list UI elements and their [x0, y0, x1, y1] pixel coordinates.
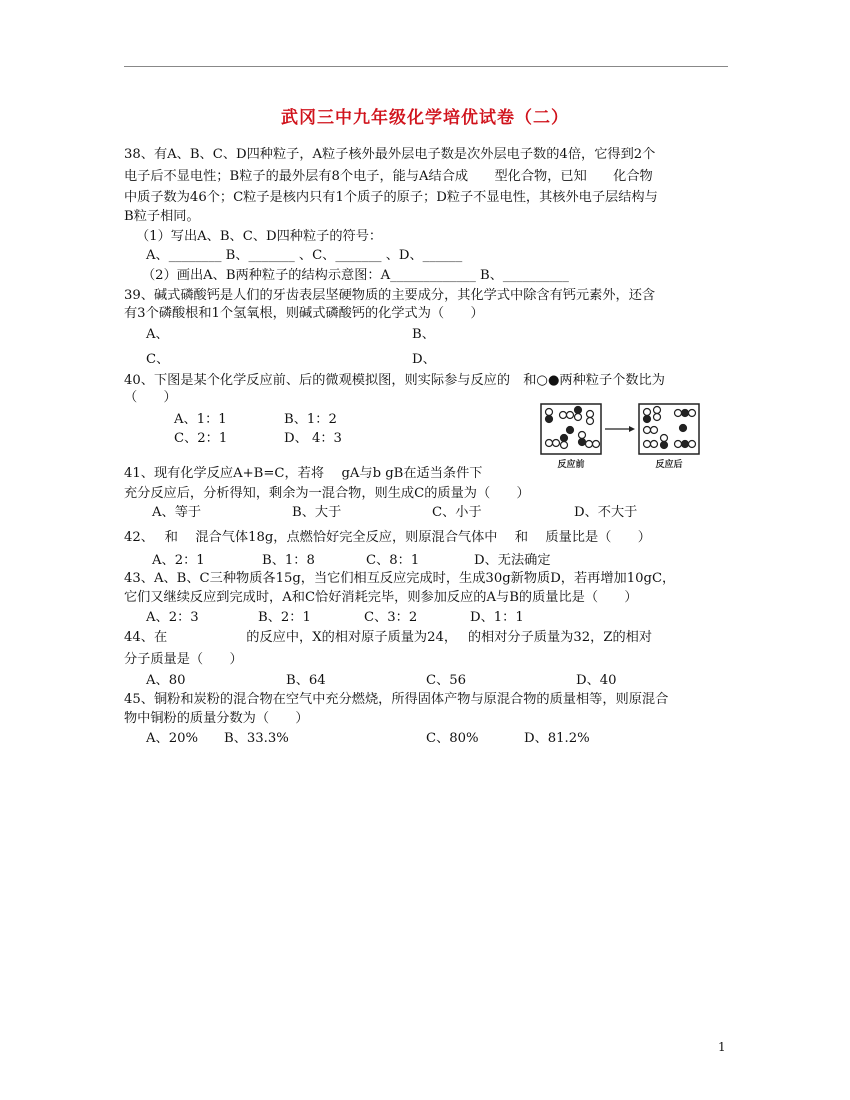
q42-option-c: C、8：1 [366, 553, 420, 568]
q44-option-a: A、80 [146, 673, 186, 688]
q40-option-b: B、1：2 [284, 412, 337, 427]
q40-option-a: A、1：1 [174, 412, 227, 427]
q41-line-1: 41、现有化学反应A+B=C，若将 gA与b gB在适当条件下 [124, 466, 483, 481]
q38-line-1: 38、有A、B、C、D四种粒子，A粒子核外最外层电子数是次外层电子数的4倍，它得到2个 [124, 147, 656, 162]
q39-line-2: 有3个磷酸根和1个氢氧根，则碱式磷酸钙的化学式为（ ） [124, 306, 484, 321]
q45-option-d: D、81.2% [524, 731, 590, 746]
q39-option-d: D、 [412, 352, 436, 367]
q43-option-c: C、3：2 [364, 610, 418, 625]
q41-option-c: C、小于 [432, 505, 482, 520]
after-label: 反应后 [655, 460, 683, 470]
page-title: 武冈三中九年级化学培优试卷（二） [281, 108, 569, 128]
reaction-diagram [536, 402, 714, 472]
q41-option-b: B、大于 [292, 505, 342, 520]
q41-line-2: 充分反应后，分析得知，剩余为一混合物，则生成C的质量为（ ） [124, 486, 530, 501]
q42-option-d: D、无法确定 [474, 553, 551, 568]
q40-line-1: 40、下图是某个化学反应前、后的微观模拟图，则实际参与反应的 和○●两种粒子个数比为 [124, 373, 665, 388]
q43-line-1: 43、A、B、C三种物质各15g，当它们相互反应完成时，生成30g新物质D，若再增加10gC， [124, 571, 676, 586]
q43-option-d: D、1：1 [470, 610, 524, 625]
q38-line-3: 中质子数为46个；C粒子是核内只有1个质子的原子；D粒子不显电性，其核外电子层结构与 [124, 190, 658, 205]
header-rule [124, 66, 728, 67]
q45-line-2: 物中铜粉的质量分数为（ ） [124, 711, 309, 726]
q42-option-a: A、2：1 [152, 553, 205, 568]
q45-line-1: 45、铜粉和炭粉的混合物在空气中充分燃烧，所得固体产物与原混合物的质量相等，则原混合 [124, 692, 669, 707]
q38-line-4: B粒子相同。 [124, 209, 200, 224]
q40-option-c: C、2：1 [174, 431, 228, 446]
q44-line-2: 分子质量是（ ） [124, 652, 243, 667]
reaction-arrow-head [629, 426, 635, 432]
q45-option-b: B、33.3% [224, 731, 289, 746]
page-number: 1 [718, 1040, 726, 1054]
q43-option-a: A、2：3 [146, 610, 199, 625]
q44-option-d: D、40 [576, 673, 617, 688]
q41-option-a: A、等于 [152, 505, 202, 520]
q40-option-d: D、 4：3 [284, 431, 342, 446]
q38-sub-1: （1）写出A、B、C、D四种粒子的符号： [136, 229, 383, 244]
q39-option-c: C、 [146, 352, 170, 367]
q44-line-1: 44、在 的反应中，X的相对原子质量为24， 的相对分子质量为32，Z的相对 [124, 630, 653, 645]
before-label: 反应前 [557, 460, 585, 470]
q45-option-c: C、80% [426, 731, 479, 746]
q44-option-c: C、56 [426, 673, 467, 688]
q43-line-2: 它们又继续反应到完成时，A和C恰好消耗完毕，则参加反应的A与B的质量比是（ ） [124, 590, 638, 605]
q41-option-d: D、不大于 [574, 505, 638, 520]
q44-option-b: B、64 [286, 673, 326, 688]
q39-line-1: 39、碱式磷酸钙是人们的牙齿表层坚硬物质的主要成分，其化学式中除含有钙元素外，还含 [124, 288, 656, 303]
q38-sub-2: （2）画出A、B两种粒子的结构示意图：A_____________ B、__________ [142, 268, 569, 283]
q45-option-a: A、20% [146, 731, 199, 746]
q42-line-1: 42、 和 混合气体18g，点燃恰好完全反应，则原混合气体中 和 质量比是（ ） [124, 530, 651, 545]
q38-answer-blanks: A、________ B、_______ 、C、_______ 、D、______ [146, 248, 463, 263]
q39-option-b: B、 [412, 327, 435, 342]
q43-option-b: B、2：1 [258, 610, 311, 625]
q40-line-2: （ ） [124, 390, 177, 405]
q39-option-a: A、 [146, 327, 169, 342]
q38-line-2: 电子后不显电性；B粒子的最外层有8个电子，能与A结合成 型化合物，已知 化合物 [124, 169, 653, 184]
q42-option-b: B、1：8 [262, 553, 315, 568]
